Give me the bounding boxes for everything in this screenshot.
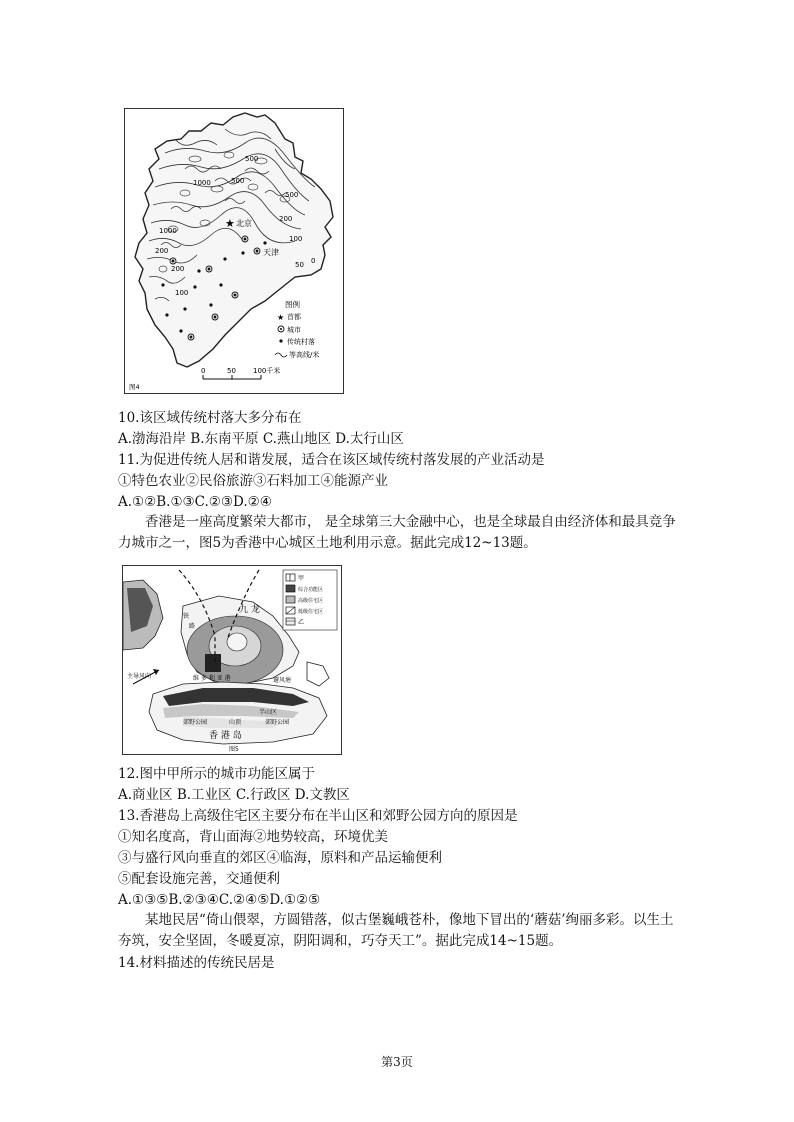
svg-text:乙: 乙 [298,619,305,626]
figure-5-caption: 图5 [229,746,239,753]
rail-label: 铁 [183,613,190,620]
tianjin-label: 天津 [263,248,279,257]
contour-label: 100 [175,289,189,297]
question-13-options: A.①③⑤B.②③④C.②④⑤D.①②⑤ [118,892,321,908]
midlevels-label: 半山区 [259,709,278,716]
contour-label: 200 [279,215,293,223]
contour-label: 1000 [159,227,177,235]
question-11-options: A.①②B.①③C.②③D.②④ [118,494,272,510]
causeway-bay-label: 避风塘 [273,677,292,684]
hong-kong-intro: 香港是一座高度繁荣大都市， 是全球第三大金融中心，也是全球最自由经济体和最具竞争力城市之一，图5为香港中心城区土地利用示意。据此完成12~13题。 [118,514,676,551]
figure-4-legend [275,299,319,359]
figure-5-map [122,565,342,755]
question-13-item-3: ⑤配套设施完善，交通便利 [118,871,280,887]
contour-label: 100 [289,235,303,243]
figure-4-map [124,108,344,394]
zone-jia [205,654,221,672]
question-13-stem: 13.香港岛上高级住宅区主要分布在半山区和郊野公园方向的原因是 [118,808,518,824]
contour-label: 500 [231,177,245,185]
svg-text:城市: 城市 [287,326,301,334]
question-13-item-2: ③与盛行风向垂直的郊区④临海，原料和产品运输便利 [118,850,442,866]
hk-island-label: 香 港 岛 [209,731,242,741]
road-label: 路 [189,623,196,630]
house-intro: 某地民居“倚山偎翠，方圆错落，似古堡巍峨苍朴，像地下冒出的‘蘑菇’绚丽多彩。以生土夯筑，安全坚固，冬暖夏凉，阴阳调和，巧夺天工”。据此完成14~15题。 [118,912,674,949]
question-12-stem: 12.图中甲所示的城市功能区属于 [118,766,315,782]
contour-label: 50 [295,261,304,269]
svg-text:100千米: 100千米 [253,367,281,375]
legend-contour-icon [275,353,287,357]
question-14-stem: 14.材料描述的传统民居是 [118,955,275,971]
legend-yi-swatch [286,618,295,625]
contour-label: 200 [155,247,169,255]
svg-text:0: 0 [201,367,206,375]
svg-text:综合功能区: 综合功能区 [298,587,324,593]
region-outline [135,113,333,367]
capital-star-icon: ★ [225,217,235,230]
figure-4-caption: 图4 [129,383,140,391]
contour-label: 1000 [193,179,211,187]
legend-village-icon [279,339,282,342]
contour-label: 500 [285,191,299,199]
question-11-stem: 11.为促进传统人居和谐发展，适合在该区域传统村落发展的产业活动是 [118,452,545,468]
figure-4-map-drawing [125,109,343,393]
kowloon-label: 九 龙 [239,605,260,615]
legend-comprehensive-swatch [286,585,295,592]
country-park-left-label: 郊野公园 [183,719,208,726]
question-10-stem: 10.该区域传统村落大多分布在 [118,410,302,426]
figure-5-map-drawing [123,566,341,754]
legend-capital-icon: ★ [277,313,285,322]
svg-text:高级住宅区: 高级住宅区 [298,598,324,604]
svg-text:50: 50 [227,367,236,375]
question-12-options: A.商业区 B.工业区 C.行政区 D.文教区 [118,787,350,803]
prevailing-wind-arrow [127,669,159,684]
svg-text:图例: 图例 [285,300,300,309]
question-13-item-1: ①知名度高，背山面海②地势较高，环境优美 [118,829,388,845]
legend-high-res-swatch [286,596,295,603]
svg-text:甲: 甲 [298,575,305,582]
contour-label: 0 [311,257,316,265]
question-11-items: ①特色农业②民俗旅游③石料加工④能源产业 [118,473,388,489]
page-number: 第3页 [381,1055,413,1069]
question-10-options: A.渤海沿岸 B.东南平原 C.燕山地区 D.太行山区 [118,431,404,447]
harbour-label: 维 多 利 亚 港 [193,675,231,682]
svg-text:首都: 首都 [287,313,301,321]
svg-text:传统村落: 传统村落 [287,338,315,346]
svg-text:等高线/米: 等高线/米 [289,351,320,359]
beijing-label: 北京 [236,219,252,228]
shan-label: 山顶 [229,719,242,726]
country-park-right-label: 郊野公园 [265,719,290,726]
svg-text:低级住宅区: 低级住宅区 [298,609,324,615]
figure-4-scale-bar [201,366,280,379]
svg-text:主导风向: 主导风向 [127,673,152,680]
figure-5-legend [283,570,337,630]
contour-label: 200 [171,265,185,273]
legend-jia-swatch [286,574,295,581]
contour-label: 500 [245,155,259,163]
